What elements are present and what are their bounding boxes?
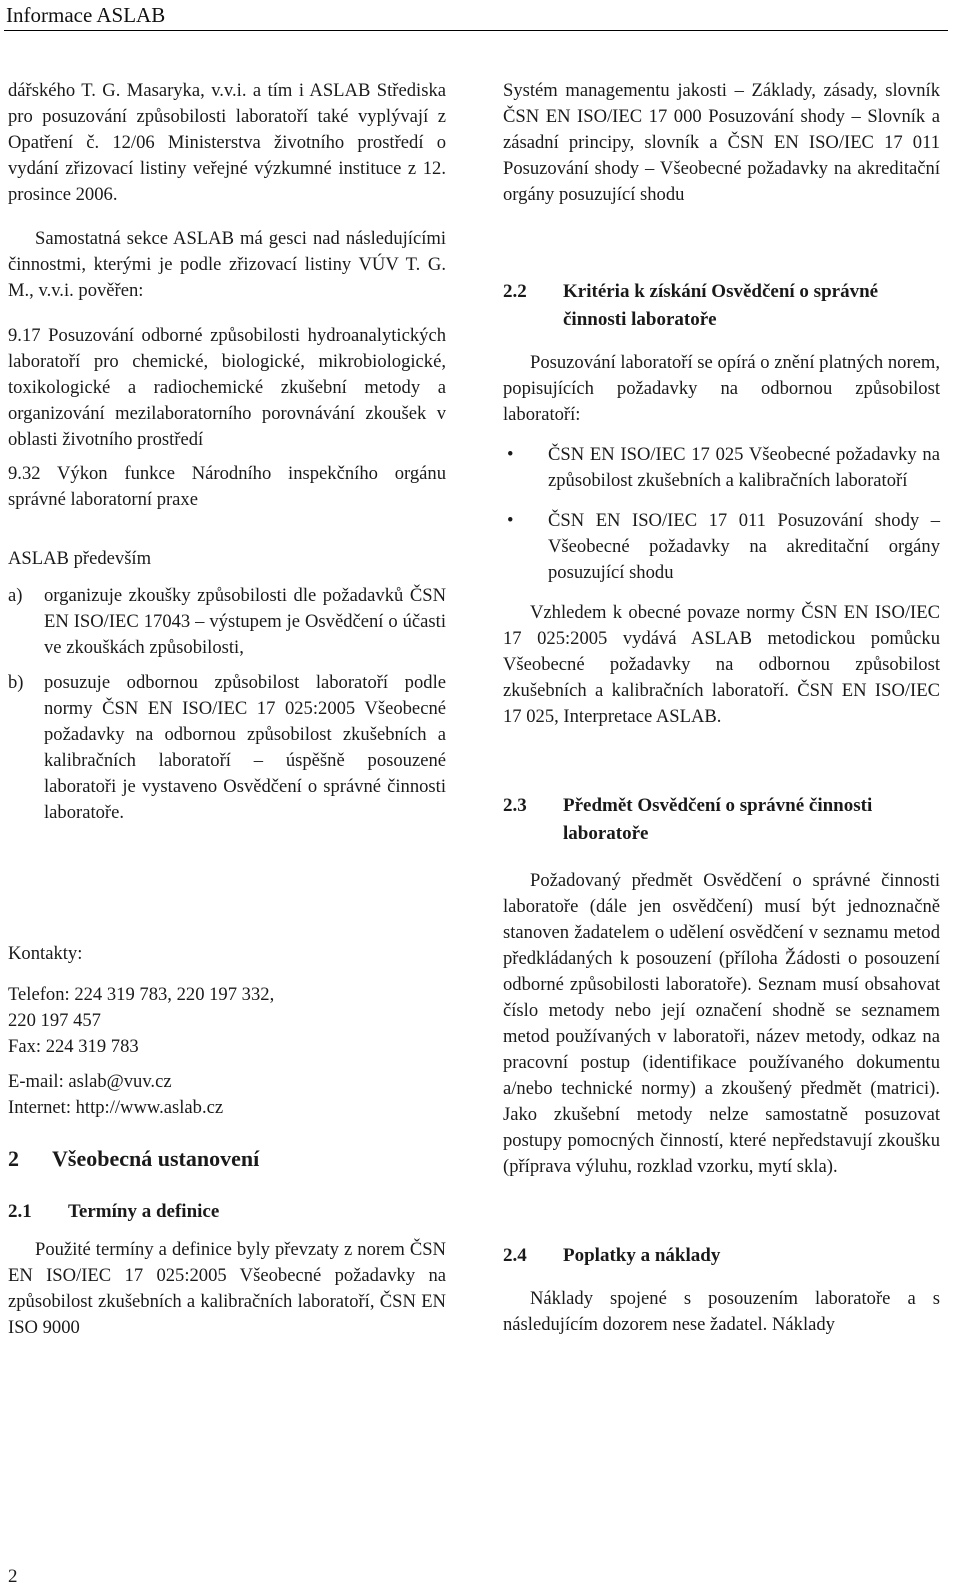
heading-title: Poplatky a náklady (563, 1245, 721, 1266)
list-item-b (8, 670, 446, 826)
heading-title: Předmět Osvědčení o správné činnosti laboratoře (563, 795, 873, 844)
paragraph-criteria: Posuzování laboratoří se opírá o znění platných norem, popisujících požadavky na odbornou způsobilost laboratoří: (503, 352, 940, 425)
paragraph-standards: Systém managementu jakosti – Základy, zásady, slovník ČSN EN ISO/IEC 17 000 Posuzování shody – Slovník a zásadní principy, slovník a ČSN EN ISO/IEC 17 011 Posuzování shody – Všeobecné požadavky na akreditační orgány posuzující shodu (503, 80, 940, 205)
contact-phone-2: 220 197 457 (8, 1010, 101, 1031)
bullet-text: ČSN EN ISO/IEC 17 011 Posuzování shody – Všeobecné požadavky na akreditační orgány posuzující shodu (548, 510, 940, 583)
paragraph-aslab-mainly: ASLAB především (8, 548, 152, 569)
heading-2-3 (503, 792, 940, 848)
heading-title: Všeobecná ustanovení (52, 1146, 260, 1171)
heading-title: Kritéria k získání Osvědčení o správné činnosti laboratoře (563, 281, 879, 330)
list-item-text: organizuje zkoušky způsobilosti dle požadavků ČSN EN ISO/IEC 17043 – výstupem je Osvědčení o účasti ve zkouškách způsobilosti, (44, 585, 446, 658)
list-item-label: a) (8, 585, 23, 606)
heading-2-4 (503, 1242, 940, 1270)
heading-number: 2.1 (8, 1201, 32, 1222)
heading-2-2 (503, 278, 940, 334)
list-item-text: posuzuje odbornou způsobilost laboratoří podle normy ČSN EN ISO/IEC 17 025:2005 Všeobecné požadavky na odbornou způsobilost zkušebních a kalibračních laboratoří – úspěšně posouzené laboratoři je vystaveno Osvědčení o správné činnosti laboratoře. (44, 672, 446, 823)
contact-fax: Fax: 224 319 783 (8, 1036, 139, 1057)
page-header (4, 0, 948, 31)
heading-2 (8, 1144, 446, 1174)
contact-phone: Telefon: 224 319 783, 220 197 332, (8, 984, 275, 1005)
contacts-label: Kontakty: (8, 943, 83, 964)
list-item-a (8, 583, 446, 661)
right-column (503, 78, 940, 1338)
heading-number: 2.3 (503, 795, 527, 816)
bullet-text: ČSN EN ISO/IEC 17 025 Všeobecné požadavky na způsobilost zkušebních a kalibračních laboratoří (548, 444, 940, 491)
heading-number: 2 (8, 1146, 19, 1171)
contact-internet: Internet: http://www.aslab.cz (8, 1097, 224, 1118)
paragraph-terms: Použité termíny a definice byly převzaty z norem ČSN EN ISO/IEC 17 025:2005 Všeobecné požadavky na způsobilost zkušebních a kalibračních laboratoří, ČSN EN ISO 9000 (8, 1239, 446, 1338)
paragraph-methodical-aid: Vzhledem k obecné povaze normy ČSN EN ISO/IEC 17 025:2005 vydává ASLAB metodickou pomůcku Všeobecné požadavky na odbornou způsobilost zkušebních a kalibračních laboratoří. ČSN EN ISO/IEC 17 025, Interpretace ASLAB. (503, 602, 940, 727)
heading-2-1 (8, 1198, 446, 1226)
paragraph-intro: dářského T. G. Masaryka, v.v.i. a tím i ASLAB Střediska pro posuzování způsobilosti laboratoří také vyplývají z Opatření č. 12/06 Ministerstva životního prostředí o vydání zřizovací listiny veřejné výzkumné instituce z 12. prosince 2006. (8, 80, 446, 205)
paragraph-section-scope: Samostatná sekce ASLAB má gesci nad následujícími činnostmi, kterými je podle zřizovací listiny VÚV T. G. M., v.v.i. pověřen: (8, 228, 446, 301)
heading-title: Termíny a definice (68, 1201, 220, 1222)
header-title: Informace ASLAB (6, 3, 166, 27)
paragraph-fees: Náklady spojené s posouzením laboratoře a s následujícím dozorem nese žadatel. Náklady (503, 1288, 940, 1335)
left-column (8, 78, 446, 1341)
bullet-item (503, 508, 940, 586)
paragraph-certificate-subject: Požadovaný předmět Osvědčení o správné činnosti laboratoře (dále jen osvědčení) musí být jednoznačně stanoven žadatelem o udělení osvědčení v seznamu metod předkládaných k posouzení (příloha Žádosti o posouzení odborné způsobilosti laboratoře). Seznam musí obsahovat číslo metody nebo její označení shodně se seznamem metod používaných v laboratoři, název metody, odkaz na pracovní postup (identifikace používaného dokumentu a/nebo technické normy) a zkoušený předmět (matrici). Jako zkušební metody nelze samostatně posuzovat postupy pomocných činností, které nepředstavují zkoušku (příprava výluhu, rozklad vzorku, mytí skla). (503, 870, 940, 1177)
heading-number: 2.2 (503, 281, 527, 302)
paragraph-activity-917: 9.17 Posuzování odborné způsobilosti hydroanalytických laboratoří pro chemické, biologické, mikrobiologické, toxikologické a radiochemické zkušební metody a organizování mezilaboratorního porovnávání zkoušek v oblasti životního prostředí (8, 325, 446, 450)
bullet-item (503, 442, 940, 494)
bullet-icon: • (507, 510, 514, 531)
bullet-icon: • (507, 444, 514, 465)
heading-number: 2.4 (503, 1245, 527, 1266)
contact-email: E-mail: aslab@vuv.cz (8, 1071, 172, 1092)
paragraph-activity-932: 9.32 Výkon funkce Národního inspekčního orgánu správné laboratorní praxe (8, 463, 446, 510)
page-number: 2 (8, 1566, 18, 1587)
list-item-label: b) (8, 672, 24, 693)
